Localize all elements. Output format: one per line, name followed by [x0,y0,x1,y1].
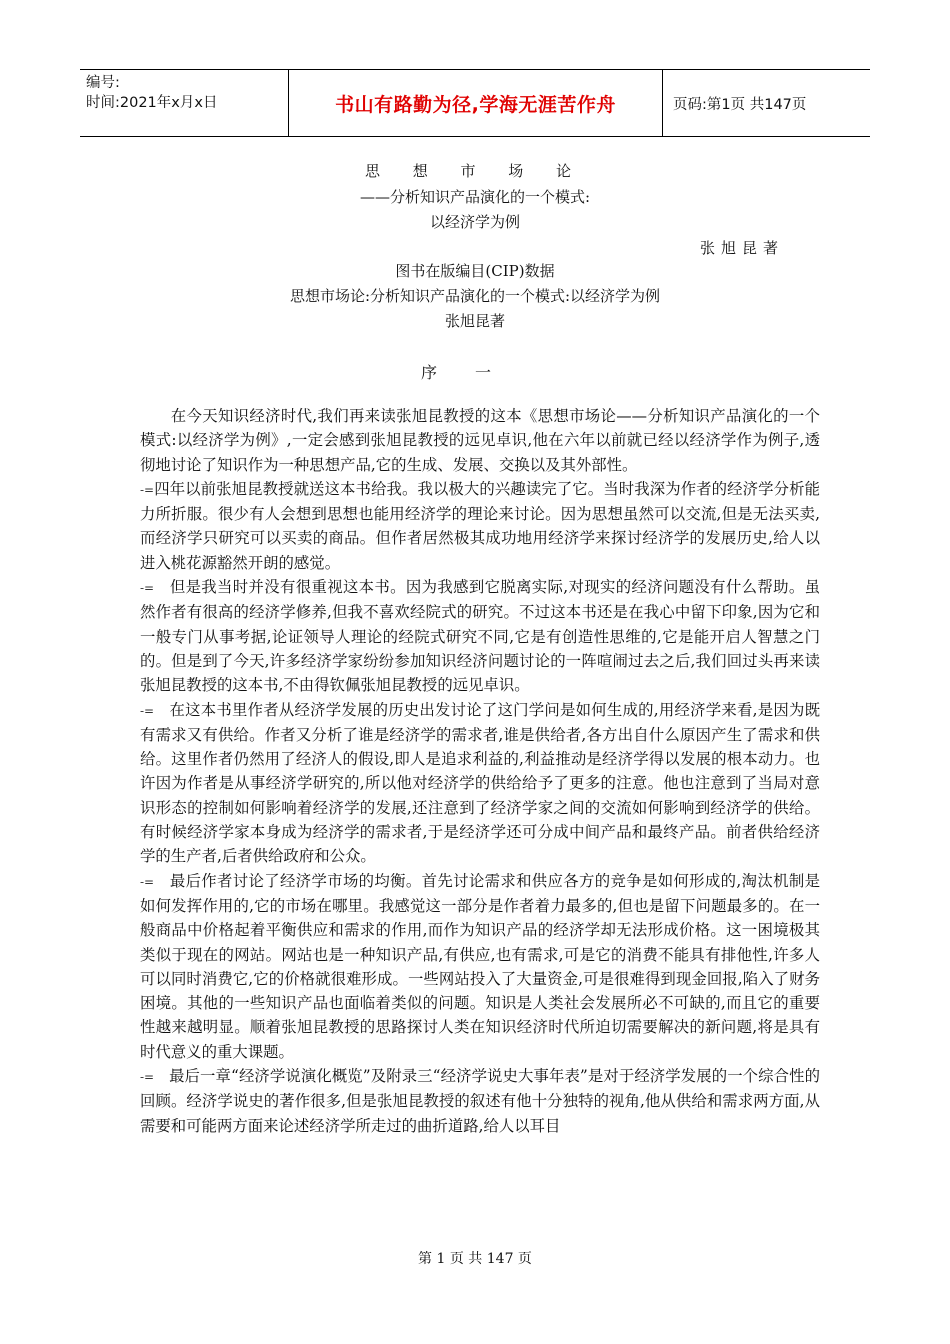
body-text [140,404,820,1138]
time-label: 时间:2021年x月x日 [86,95,218,111]
paragraph-text: 最后一章“经济学说演化概览”及附录三“经济学说史大事年表”是对于经济学发展的一个综合性的回顾。经济学说史的著作很多,但是张旭昆教授的叙述有他十分独特的视角,他从供给和需求两方面,从需要和可能两方面来论述经济学所走过的曲折道路,给人以耳目 [140,1067,820,1135]
paragraph-4 [140,698,820,869]
document-author: 张旭昆著 [700,239,785,257]
list-mark: -= [140,482,155,497]
header-table [80,69,870,137]
list-mark: -= [140,1070,155,1085]
paragraph-text: 最后作者讨论了经济学市场的均衡。首先讨论需求和供应各方的竞争是如何形成的,淘汰机制是如何发挥作用的,它的市场在哪里。我感觉这一部分是作者着力最多的,但也是留下问题最多的。在一般商品中价格起着平衡供应和需求的作用,而作为知识产品的经济学却无法形成价格。这一困境极其类似于现在的网站。网站也是一种知识产品,有供应,也有需求,可是它的消费不能具有排他性,许多人可以同时消费它,它的价格就很难形成。一些网站投入了大量资金,可是很难得到现金回报,陷入了财务困境。其他的一些知识产品也面临着类似的问题。知识是人类社会发展所必不可缺的,而且它的重要性越来越明显。顺着张旭昆教授的思路探讨人类在知识经济时代所迫切需要解决的新问题,将是具有时代意义的重大课题。 [140,871,820,1061]
header-page-info: 页码:第1页 共147页 [673,96,807,113]
paragraph-text: 但是我当时并没有很重视这本书。因为我感到它脱离实际,对现实的经济问题没有什么帮助。虽然作者有很高的经济学修养,但我不喜欢经院式的研究。不过这本书还是在我心中留下印象,因为它和一般专门从事考据,论证领导人理论的经院式研究不同,它是有创造性思维的,它是能开启人智慧之门的。但是到了今天,许多经济学家纷纷参加知识经济问题讨论的一阵喧闹过去之后,我们回过头再来读张旭昆教授的这本书,不由得钦佩张旭昆教授的远见卓识。 [140,578,820,695]
document-subtitle-1: ——分析知识产品演化的一个模式: [359,188,591,206]
list-mark: -= [140,703,155,718]
paragraph-5 [140,869,820,1064]
preface-heading: 序一 [420,363,529,382]
paragraph-6 [140,1064,820,1138]
paragraph-text: 在今天知识经济时代,我们再来读张旭昆教授的这本《思想市场论——分析知识产品演化的一个模式:以经济学为例》,一定会感到张旭昆教授的远见卓识,他在六年以前就已经以经济学作为例子,透彻地讨论了知识作为一种思想产品,它的生成、发展、交换以及其外部性。 [140,407,820,474]
paragraph-3 [140,575,820,697]
page-footer: 第 1 页 共 147 页 [418,1251,532,1267]
list-mark: -= [140,874,155,889]
header-motto: 书山有路勤为径,学海无涯苦作舟 [288,70,663,136]
cip-title-line: 思想市场论:分析知识产品演化的一个模式:以经济学为例 [289,287,661,305]
paragraph-2 [140,477,820,575]
paragraph-text: 在这本书里作者从经济学发展的历史出发讨论了这门学问是如何生成的,用经济学来看,是因为既有需求又有供给。作者又分析了谁是经济学的需求者,谁是供给者,各方出自什么原因产生了需求和供给。这里作者仍然用了经济人的假设,即人是追求利益的,利益推动是经济学得以发展的根本动力。也许因为作者是从事经济学研究的,所以他对经济学的供给给予了更多的注意。他也注意到了当局对意识形态的控制如何影响着经济学的发展,还注意到了经济学家之间的交流如何影响到经济学的供给。有时候经济学家本身成为经济学的需求者,于是经济学还可分成中间产品和最终产品。前者供给经济学的生产者,后者供给政府和公众。 [140,700,820,866]
list-mark: -= [140,581,155,596]
cip-heading: 图书在版编目(CIP)数据 [395,262,555,280]
header-meta-cell [80,70,288,136]
number-label: 编号: [86,75,120,91]
paragraph-text: 四年以前张旭昆教授就送这本书给我。我以极大的兴趣读完了它。当时我深为作者的经济学分析能力所折服。很少有人会想到思想也能用经济学的理论来讨论。因为思想虽然可以交流,但是无法买卖,而经济学只研究可以买卖的商品。但作者居然极其成功地用经济学来探讨经济学的发展历史,给人以进入桃花源豁然开朗的感觉。 [140,479,820,572]
document-subtitle-2: 以经济学为例 [429,213,520,231]
cip-author-line: 张旭昆著 [444,312,505,330]
document-title: 思 想 市 场 论 [364,162,586,180]
paragraph-1 [140,404,820,477]
